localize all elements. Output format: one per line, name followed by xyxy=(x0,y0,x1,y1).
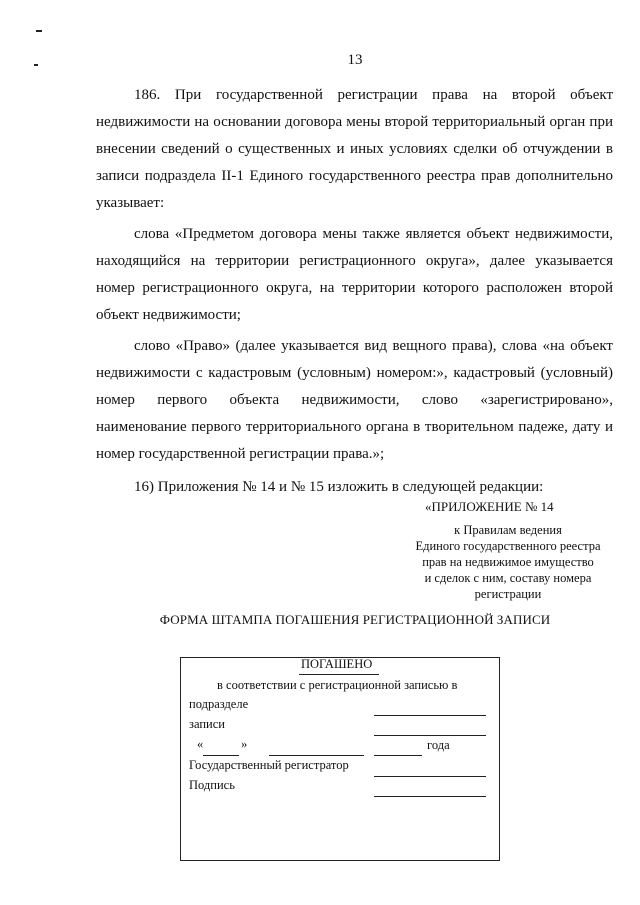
heading-underline xyxy=(299,674,379,675)
paragraph-186: 186. При государственной регистрации права на второй объект недвижимости на основании договора мены второй территориальный орган при внесении сведений о существенных и иных условиях сделки об отчуждении в записи подраздела II-1 Единого государственного реестра прав дополнительно указывает: xyxy=(96,87,613,211)
subsection-field-line xyxy=(374,715,486,716)
appendix-title: «ПРИЛОЖЕНИЕ № 14 xyxy=(425,499,554,514)
subsection-label: подразделе xyxy=(189,697,249,711)
appendix-line: к Правилам ведения xyxy=(454,523,562,537)
day-field-line xyxy=(203,755,239,756)
stamp-line1: в соответствии с регистрационной записью в xyxy=(217,678,458,692)
month-field-line xyxy=(269,755,364,756)
quote-close: » xyxy=(241,737,248,751)
signature-field-line xyxy=(374,796,486,797)
year-field-line xyxy=(374,755,422,756)
appendix-line: регистрации xyxy=(474,587,542,601)
quote-open: « xyxy=(197,737,204,751)
form-title: ФОРМА ШТАМПА ПОГАШЕНИЯ РЕГИСТРАЦИОННОЙ ЗАПИСИ xyxy=(159,612,551,627)
records-label: записи xyxy=(189,717,225,731)
registrar-label: Государственный регистратор xyxy=(189,758,349,772)
registrar-field-line xyxy=(374,776,486,777)
document-body xyxy=(96,82,613,501)
records-field-line xyxy=(374,735,486,736)
appendix-line: и сделок с ним, составу номера xyxy=(424,571,592,585)
paragraph-word-right: слово «Право» (далее указывается вид вещного права), слова «на объект недвижимости с кадастровым (условным) номером:», кадастровый (условный) номер первого объекта недвижимости, слово «зарегистрировано», наименование первого территориального органа в творительном падеже, дату и номер государственной регистрации права.»; xyxy=(96,338,613,462)
stamp-form xyxy=(180,657,500,861)
scan-mark xyxy=(36,30,42,32)
appendix-line: Единого государственного реестра xyxy=(415,539,601,553)
appendix-subtitle xyxy=(395,522,621,602)
page-number: 13 xyxy=(347,52,363,68)
paragraph-words-exchange: слова «Предметом договора мены также является объект недвижимости, находящийся на территории регистрационного округа», далее указывается номер регистрационного округа, на территории которого расположен второй объект недвижимости; xyxy=(96,226,613,323)
appendix-line: прав на недвижимое имущество xyxy=(422,555,594,569)
year-label: года xyxy=(427,738,450,752)
stamp-heading: ПОГАШЕНО xyxy=(301,657,373,671)
paragraph-16: 16) Приложения № 14 и № 15 изложить в следующей редакции: xyxy=(134,479,544,495)
signature-label: Подпись xyxy=(189,778,235,792)
